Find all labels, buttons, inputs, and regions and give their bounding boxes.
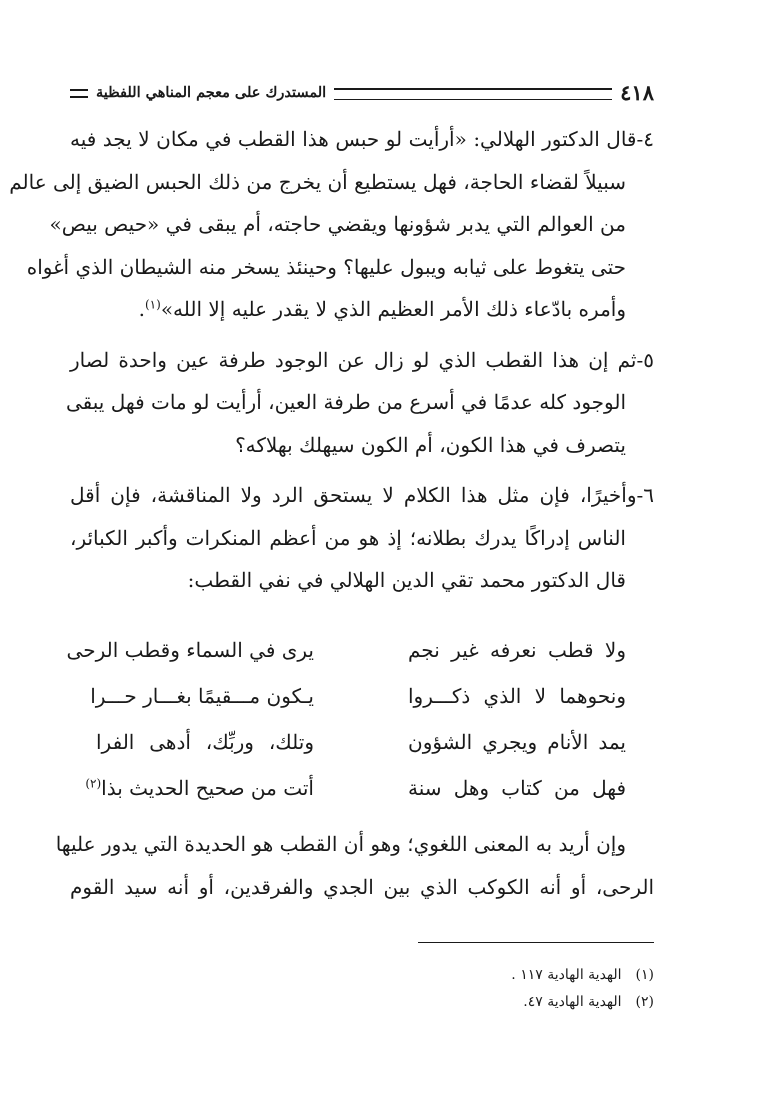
header-rule xyxy=(334,88,612,100)
footnote-separator xyxy=(418,942,654,943)
verse-first-half: يمد الأنام ويجري الشؤون xyxy=(408,730,626,754)
page-number: ٤١٨ xyxy=(620,79,654,105)
text-line: سبيلاً لقضاء الحاجة، فهل يستطيع أن يخرج من ذلك الحبس الضيق إلى عالم xyxy=(9,169,626,194)
punctuation: . xyxy=(138,297,145,321)
verse-second-half: يرى في السماء وقطب الرحى xyxy=(66,638,314,662)
text-line: قال الدكتور محمد تقي الدين الهلالي في نفي القطب: xyxy=(187,568,626,592)
book-title: المستدرك على معجم المناهي اللفظية xyxy=(96,83,327,101)
text-line: وإن أريد به المعنى اللغوي؛ وهو أن القطب هو الحديدة التي يدور عليها xyxy=(55,832,626,856)
running-header xyxy=(70,78,654,106)
verse-first-half: فهل من كتاب وهل سنة xyxy=(408,776,626,800)
text-line: حتى يتغوط على ثيابه ويبول عليها؟ وحينئذ يسخر منه الشيطان الذي أغواه xyxy=(26,254,626,279)
text-run: أتت من صحيح الحديث بذا xyxy=(101,776,314,800)
footnote xyxy=(70,962,654,989)
footnote-ref: (١) xyxy=(144,297,161,312)
poem-verse xyxy=(90,673,626,719)
text-line: ٦-وأخيرًا، فإن مثل هذا الكلام لا يستحق الرد ولا المناقشة، فإن أقل xyxy=(70,483,654,507)
text-line: الناس إدراكًا يدرك بطلانه؛ إذ هو من أعظم المنكرات وأكبر الكبائر، xyxy=(70,525,626,550)
footnote-text: الهدية الهادية ١١٧ . xyxy=(511,967,622,983)
text-line: يتصرف في هذا الكون، أم الكون سيهلك بهلاكه؟ xyxy=(235,432,626,457)
verse-second-half xyxy=(85,765,314,811)
item-5-paragraph xyxy=(65,339,654,467)
verse-first-half: ولا قطب نعرفه غير نجم xyxy=(408,638,626,662)
header-ornament xyxy=(70,89,88,98)
text-line: ٥-ثم إن هذا القطب الذي لو زال عن الوجود طرفة عين واحدة لصار xyxy=(70,347,654,372)
footnotes xyxy=(70,962,654,1016)
poem-verse xyxy=(66,627,626,673)
poem-verse xyxy=(85,765,626,811)
text-line: الرحى، أو أنه الكوكب الذي بين الجدي والفرقدين، أو أنه سيد القوم xyxy=(70,874,654,899)
item-6-paragraph xyxy=(70,474,654,602)
footnote xyxy=(70,989,654,1016)
verse-first-half: ونحوهما لا الذي ذكـــروا xyxy=(408,684,626,708)
footnote-number: (٢) xyxy=(635,994,654,1010)
text-line xyxy=(70,288,654,331)
footnote-number: (١) xyxy=(635,967,654,983)
verse-second-half: يـكون مـــقيمًا بغـــار حـــرا xyxy=(90,684,314,708)
poem-verse xyxy=(96,719,626,765)
main-text xyxy=(9,118,654,602)
text-line: الوجود كله عدمًا في أسرع من طرفة العين، أرأيت لو مات فهل يبقى xyxy=(65,390,626,414)
footnote-ref: (٢) xyxy=(85,776,102,791)
verse-second-half: وتلك، وربِّك، أدهى الفرا xyxy=(96,730,314,754)
footnote-text: الهدية الهادية ٤٧. xyxy=(523,994,622,1010)
text-run: وأمره بادّعاء ذلك الأمر العظيم الذي لا يقدر عليه إلا الله» xyxy=(160,297,626,321)
text-line: من العوالم التي يدبر شؤونها ويقضي حاجته، أم يبقى في «حيص بيص» xyxy=(49,212,626,236)
item-4-paragraph xyxy=(9,118,654,331)
poem xyxy=(66,627,626,811)
closing-paragraph xyxy=(55,823,654,908)
text-line: ٤-قال الدكتور الهلالي: «أرأيت لو حبس هذا القطب في مكان لا يجد فيه xyxy=(70,127,654,151)
